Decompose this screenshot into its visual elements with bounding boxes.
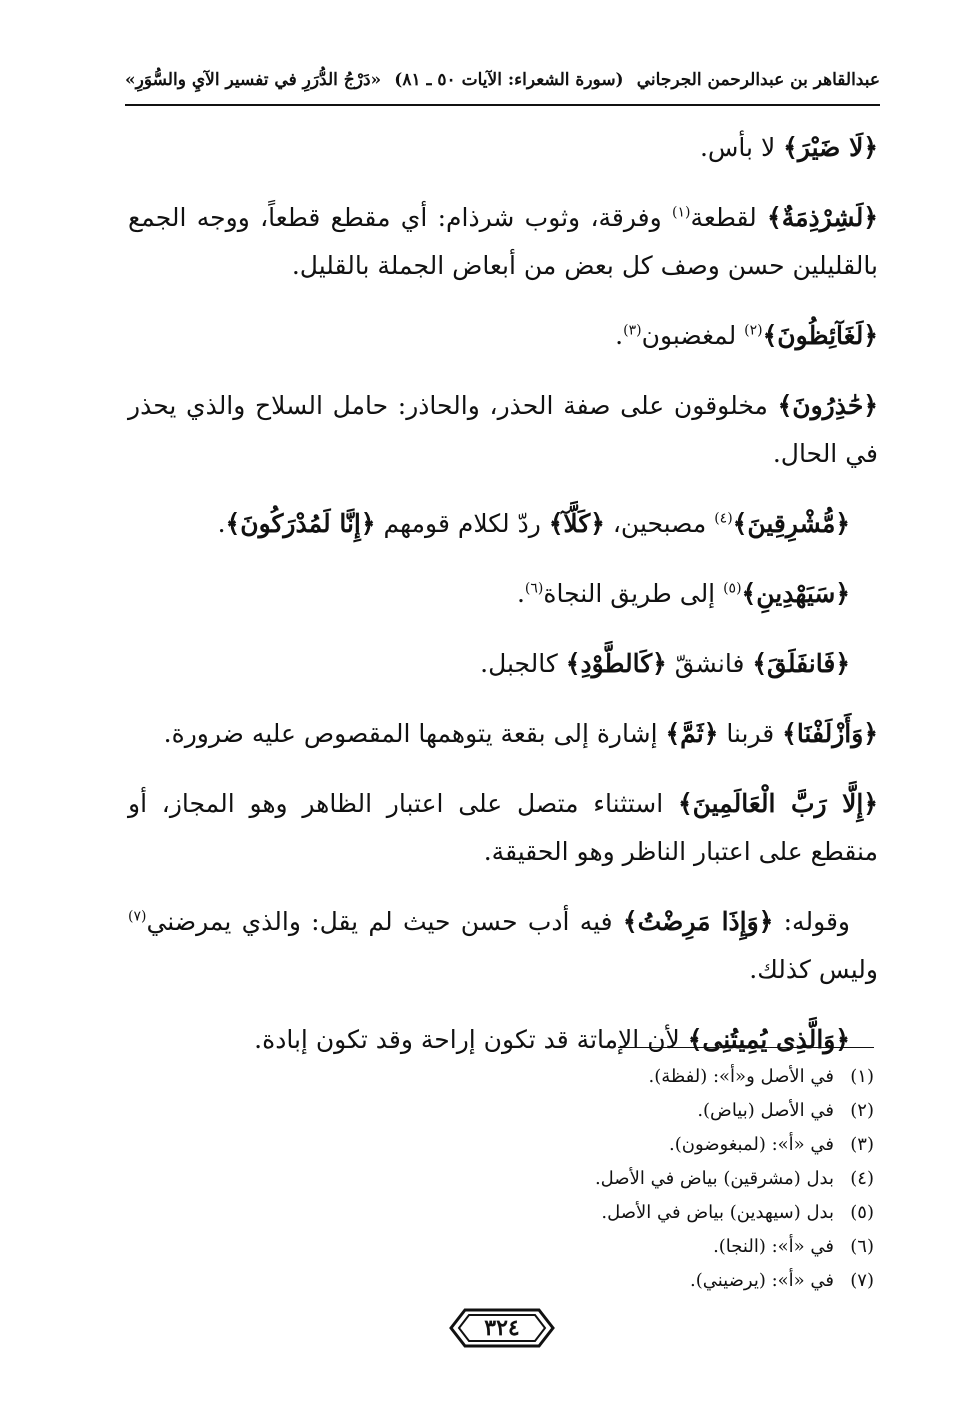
footnote-ref[interactable]: (٣): [623, 322, 642, 339]
footnote-ref[interactable]: (٤): [714, 510, 733, 527]
quran-term: فَانفَلَقَ: [767, 649, 836, 678]
header-book-title: «دَرْجُ الدُّرَرِ في تفسير الآيِ والسُّوَرِ»: [125, 70, 382, 90]
entry-9: ﴿إِلَّا رَبَّ الْعَالَمِينَ﴾ استثناء متصل على اعتبار الظاهر وهو المجاز، أو منقطع على اعتبار الناظر وهو الحقيقة.: [128, 789, 878, 866]
quran-term: كَلَّآ: [563, 509, 591, 538]
footnote-divider: [618, 1047, 874, 1048]
running-header: [125, 60, 880, 100]
footnote-item: (١)في الأصل و«أ»: (لفظة).: [648, 1066, 874, 1087]
entry-6: ﴿سَيَهْدِينِ﴾$^{(٥)}$ إلى طريق النجاة$^{(٦)}$.: [516, 579, 850, 608]
entry-4: ﴿حَٰذِرُونَ﴾ مخلوقون على صفة الحذر، والحاذر: حامل السلاح والذي يحذر في الحال.: [128, 391, 878, 468]
quran-term: حَٰذِرُونَ: [792, 391, 864, 420]
page-number: ٣٢٤: [484, 1315, 520, 1341]
quran-term: لَغَآئِظُونَ: [777, 321, 864, 350]
footnote-item: (٦)في «أ»: (النجا).: [713, 1236, 874, 1257]
header-section: (سورة الشعراء: الآيات ٥٠ ـ ٨١): [394, 70, 624, 90]
quran-term: ثَمَّ: [680, 719, 704, 748]
footnote-ref[interactable]: (٧): [128, 908, 147, 925]
entry-1: ﴿لَا ضَيْرَ﴾ لا بأس.: [699, 133, 878, 162]
quran-term: مُّشْرِقِينَ: [747, 509, 836, 538]
entry-7: ﴿فَانفَلَقَ﴾ فانشقّ ﴿كَالطَّوْدِ﴾ كالجبل.: [480, 649, 850, 678]
quran-term: كَالطَّوْدِ: [580, 649, 653, 678]
quran-term: إِنَّا لَمُدْرَكُونَ: [240, 509, 361, 538]
main-text: [128, 124, 878, 1086]
footnotes: [114, 1060, 874, 1298]
quran-term: لَا ضَيْرَ: [797, 133, 864, 162]
header-author: عبدالقاهر بن عبدالرحمن الجرجاني: [636, 70, 880, 90]
entry-10: وقوله: ﴿وَإِذَا مَرِضْتُ﴾ فيه أدب حسن حيث لم يقل: والذي يمرضني$^{(٧)}$ وليس كذلك.: [128, 907, 878, 984]
entry-11: ﴿وَالَّذِى يُمِيتُنِى﴾ لأن الإماتة قد تكون إراحة وقد تكون إبادة.: [254, 1025, 850, 1054]
footnote-item: (٧)في «أ»: (يرضيني).: [690, 1270, 874, 1291]
quran-term: وَالَّذِى يُمِيتُنِى: [702, 1025, 836, 1054]
header-divider: [125, 104, 880, 106]
footnote-item: (٤)بدل (مشرقين) بياض في الأصل.: [594, 1168, 874, 1189]
quran-term: لَشِرْذِمَةٌ: [781, 203, 864, 232]
footnote-ref[interactable]: (٢): [744, 322, 763, 339]
footnote-item: (٢)في الأصل (بياض).: [697, 1100, 874, 1121]
quran-term: سَيَهْدِينِ: [756, 579, 836, 608]
footnote-ref[interactable]: (٦): [524, 580, 544, 597]
entry-8: ﴿وَأَزْلَفْنَا﴾ قربنا ﴿ثَمَّ﴾ إشارة إلى بقعة يتوهمها المقصوص عليه ضرورة.: [163, 719, 878, 748]
quran-term: وَإِذَا مَرِضْتُ: [637, 907, 759, 936]
quran-term: إِلَّا رَبَّ الْعَالَمِينَ: [692, 789, 864, 818]
footnote-ref[interactable]: (٥): [723, 580, 742, 597]
entry-5: ﴿مُّشْرِقِينَ﴾$^{(٤)}$ مصبحين، ﴿كَلَّآ﴾ ردّ لكلام قومهم ﴿إِنَّا لَمُدْرَكُونَ﴾.: [217, 509, 850, 538]
quran-term: وَأَزْلَفْنَا: [796, 719, 864, 748]
entry-3: ﴿لَغَآئِظُونَ﴾$^{(٢)}$ لمغضبون$^{(٣)}$.: [615, 321, 878, 350]
footnote-ref[interactable]: (١): [672, 204, 691, 221]
footnote-item: (٣)في «أ»: (لمبغوضون).: [668, 1134, 874, 1155]
footnote-item: (٥)بدل (سيهدين) بياض في الأصل.: [601, 1202, 874, 1223]
entry-2: ﴿لَشِرْذِمَةٌ﴾ لقطعة$^{(١)}$ وفرقة، وثوب شرذام: أي مقطع قطعاً، ووجه الجمع بالقليلين حسن وصف كل بعض من أبعاض الجملة بالقليل.: [128, 203, 878, 280]
page-number-badge: [447, 1306, 557, 1350]
